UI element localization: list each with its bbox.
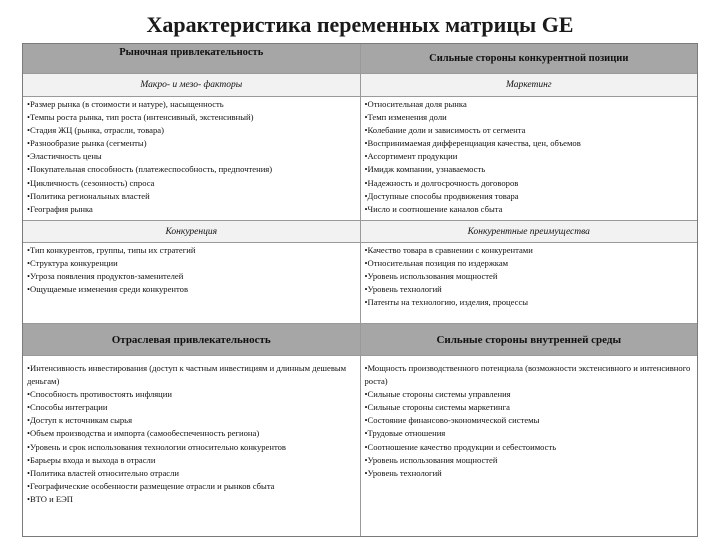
list-item: •Воспринимаемая дифференциация качества, цен, объемов: [364, 138, 581, 149]
industry-attractiveness-header: Отраслевая привлекательность: [23, 324, 360, 355]
list-item: •Уровень использования мощностей: [364, 454, 498, 465]
list-item: •Уровень технологий: [364, 467, 442, 478]
list-item: •Стадия ЖЦ (рынка, отрасли, товара): [27, 125, 164, 136]
list-item: •Состояние финансово-экономической системы: [364, 415, 540, 426]
list-item: •Патенты на технологию, изделия, процессы: [364, 297, 529, 308]
market-attractiveness-header: Рыночная привлекательность: [23, 44, 360, 73]
list-item: •Уровень использования мощностей: [364, 271, 498, 282]
list-item: •Способы интеграции: [27, 402, 108, 413]
list-item: •Доступные способы продвижения товара: [364, 190, 519, 201]
block1-row: [23, 97, 697, 221]
list-item: •Доступ к источникам сырья: [27, 415, 133, 426]
list-item: •Число и соотношение каналов сбыта: [364, 203, 503, 214]
list-item: •География рынка: [27, 203, 93, 214]
list-item: •Барьеры входа и выхода в отрасли: [27, 454, 156, 465]
internal-strengths-list: [360, 356, 698, 536]
list-item: •Темпы роста рынка, тип роста (интенсивный, экстенсивный): [27, 112, 254, 123]
list-item: •Цикличность (сезонность) спроса: [27, 177, 155, 188]
list-item: •Качество товара в сравнении с конкурентами: [364, 245, 533, 255]
competition-subheader: Конкуренция: [23, 221, 360, 242]
list-item: •Политика региональных властей: [27, 190, 150, 201]
list-item: •Разнообразие рынка (сегменты): [27, 138, 147, 149]
block2-row: [23, 243, 697, 324]
list-item: •Уровень технологий: [364, 284, 442, 295]
marketing-list: [360, 97, 698, 220]
macro-factors-list: [23, 97, 360, 220]
list-item: •Имидж компании, узнаваемость: [364, 164, 486, 175]
list-item: •Колебание доли и зависимость от сегмента: [364, 125, 526, 136]
competitive-advantages-subheader: Конкурентные преимущества: [360, 221, 698, 242]
list-item: •Географические особенности размещение отрасли и рынков сбыта: [27, 480, 275, 491]
block3-row: [23, 356, 697, 536]
list-item: •Сильные стороны системы маркетинга: [364, 402, 510, 413]
list-item: •Относительная позиция по издержкам: [364, 258, 509, 269]
list-item: •Объем производства и импорта (самообеспеченность региона): [27, 428, 260, 439]
list-item: •Способность противостоять инфляции: [27, 389, 172, 400]
list-item: •Ассортимент продукции: [364, 151, 458, 162]
list-item: •Темп изменения доли: [364, 112, 447, 123]
industry-attractiveness-list: [23, 356, 360, 536]
list-item: •Мощность производственного потенциала (возможности экстенсивного и интенсивного роста): [364, 363, 691, 387]
middle-header-row: [23, 324, 697, 356]
competition-list: [23, 243, 360, 323]
page-title: Характеристика переменных матрицы GE: [146, 12, 574, 37]
list-item: •Соотношение качество продукции и себестоимость: [364, 441, 557, 452]
list-item: •Ощущаемые изменения среди конкурентов: [27, 284, 189, 295]
list-item: •Политика властей относительно отрасли: [27, 467, 179, 478]
list-item: •Интенсивность инвестирования (доступ к частным инвестициям и длинным дешевым деньгам): [27, 363, 347, 387]
list-item: •Надежность и долгосрочность договоров: [364, 177, 519, 188]
list-item: •Структура конкуренции: [27, 258, 118, 269]
list-item: •Угроза появления продуктов-заменителей: [27, 271, 184, 282]
list-item: •Покупательная способность (платежеспособность, предпочтения): [27, 164, 273, 175]
subheader-row-macro: [23, 74, 697, 97]
list-item: •Эластичность цены: [27, 151, 102, 162]
ge-matrix-table: [22, 43, 698, 537]
marketing-subheader: Маркетинг: [360, 74, 698, 96]
list-item: •Уровень и срок использования технологии относительно конкурентов: [27, 441, 286, 452]
header-row: [23, 44, 697, 74]
internal-strengths-header: Сильные стороны внутренней среды: [360, 324, 698, 355]
list-item: •Относительная доля рынка: [364, 99, 467, 109]
list-item: •Тип конкурентов, группы, типы их стратегий: [27, 245, 196, 255]
macro-meso-factors-subheader: Макро- и мезо- факторы: [23, 74, 360, 96]
list-item: •Размер рынка (в стоимости и натуре), насыщенность: [27, 99, 224, 109]
subheader-row-competition: [23, 221, 697, 243]
list-item: •ВТО и ЕЭП: [27, 493, 73, 504]
list-item: •Сильные стороны системы управления: [364, 389, 511, 400]
competitive-strengths-header: Сильные стороны конкурентной позиции: [360, 44, 698, 73]
list-item: •Трудовые отношения: [364, 428, 446, 439]
competitive-advantages-list: [360, 243, 698, 323]
